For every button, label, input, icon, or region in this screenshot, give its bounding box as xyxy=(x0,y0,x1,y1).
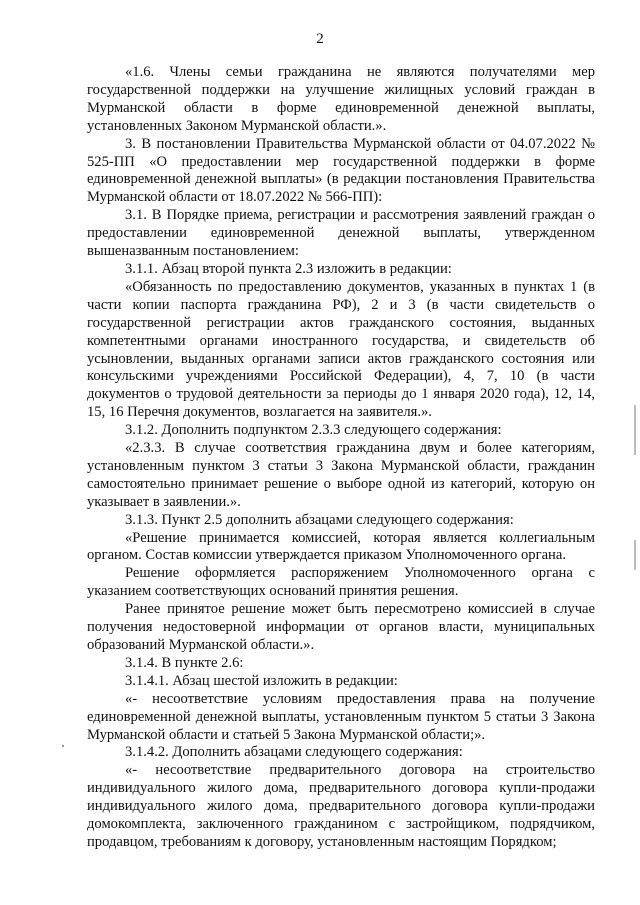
document-body xyxy=(87,64,595,852)
paragraph-3-1-2-text: «2.3.3. В случае соответствия гражданина двум и более категориям, установленным пунктом 3 статьи 3 Закона Мурманской области, гражданин самостоятельно принимает решение о выборе одной из категорий, которую он указывает в заявлении.». xyxy=(87,440,595,510)
paragraph-3-1-1-text: «Обязанность по предоставлению документов, указанных в пунктах 1 (в части копии паспорта гражданина РФ), 2 и 3 (в части свидетельств о государственной регистрации актов гражданского состояния, выданных компетентными органами иностранного государства, и свидетельств об усыновлении, выданных органами записи актов гражданского состояния или консульскими учреждениями Российской Федерации), 4, 7, 10 (в части документов о трудовой деятельности за периоды до 1 января 2020 года), 12, 14, 15, 16 Перечня документов, возлагается на заявителя.». xyxy=(87,278,595,421)
paragraph-3-1-2: 3.1.2. Дополнить подпунктом 2.3.3 следующего содержания: xyxy=(125,422,502,439)
paragraph-1-6: «1.6. Члены семьи гражданина не являются получателями мер государственной поддержки на улучшение жилищных условий граждан в Мурманской области в форме единовременной денежной выплаты, установленных Законом Мурманской области.». xyxy=(87,64,595,134)
paragraph-3-1-4-2-text: «- несоответствие предварительного договора на строительство индивидуального жилого дома, предварительного договора купли-продажи индивидуального жилого дома, предварительного договора купли-продажи домокомплекта, заключенного гражданином с застройщиком, подрядчиком, продавцом, требованиям к договору, установленным настоящим Порядком; xyxy=(87,762,595,850)
paragraph-3-1-1: 3.1.1. Абзац второй пункта 2.3 изложить в редакции: xyxy=(125,260,452,277)
paragraph-3-1-3-text-a: «Решение принимается комиссией, которая является коллегиальным органом. Состав комиссии утверждается приказом Уполномоченного органа. xyxy=(87,529,595,564)
scan-edge-mark xyxy=(634,540,636,570)
paragraph-3: 3. В постановлении Правительства Мурманской области от 04.07.2022 № 525-ПП «О предоставлении мер государственной поддержки в форме единовременной денежной выплаты» (в редакции постановления Правительства Мурманской области от 18.07.2022 № 566-ПП): xyxy=(87,135,595,206)
paragraph-3-1-4-2: 3.1.4.2. Дополнить абзацами следующего содержания: xyxy=(125,744,463,761)
page-number: 2 xyxy=(316,31,324,47)
paragraph-3-1: 3.1. В Порядке приема, регистрации и рассмотрения заявлений граждан о предоставлении единовременной денежной выплаты, утвержденном вышеназванным постановлением: xyxy=(87,207,595,260)
paragraph-3-1-3: 3.1.3. Пункт 2.5 дополнить абзацами следующего содержания: xyxy=(125,511,514,528)
paragraph-3-1-3-text-b: Решение оформляется распоряжением Уполномоченного органа с указанием соответствующих оснований принятия решения. xyxy=(87,565,595,600)
paragraph-3-1-3-text-c: Ранее принятое решение может быть пересмотрено комиссией в случае получения недостоверной информации от органов власти, муниципальных образований Мурманской области.». xyxy=(87,601,595,653)
paragraph-3-1-4: 3.1.4. В пункте 2.6: xyxy=(125,654,244,671)
paragraph-3-1-4-1-text: «- несоответствие условиям предоставления права на получение единовременной денежной выплаты, установленным пунктом 5 статьи 3 Закона Мурманской области и статьей 5 Закона Мурманской области;». xyxy=(87,690,595,743)
scan-speck xyxy=(62,745,64,747)
scan-edge-mark xyxy=(634,405,636,455)
paragraph-3-1-4-1: 3.1.4.1. Абзац шестой изложить в редакции: xyxy=(125,672,398,689)
